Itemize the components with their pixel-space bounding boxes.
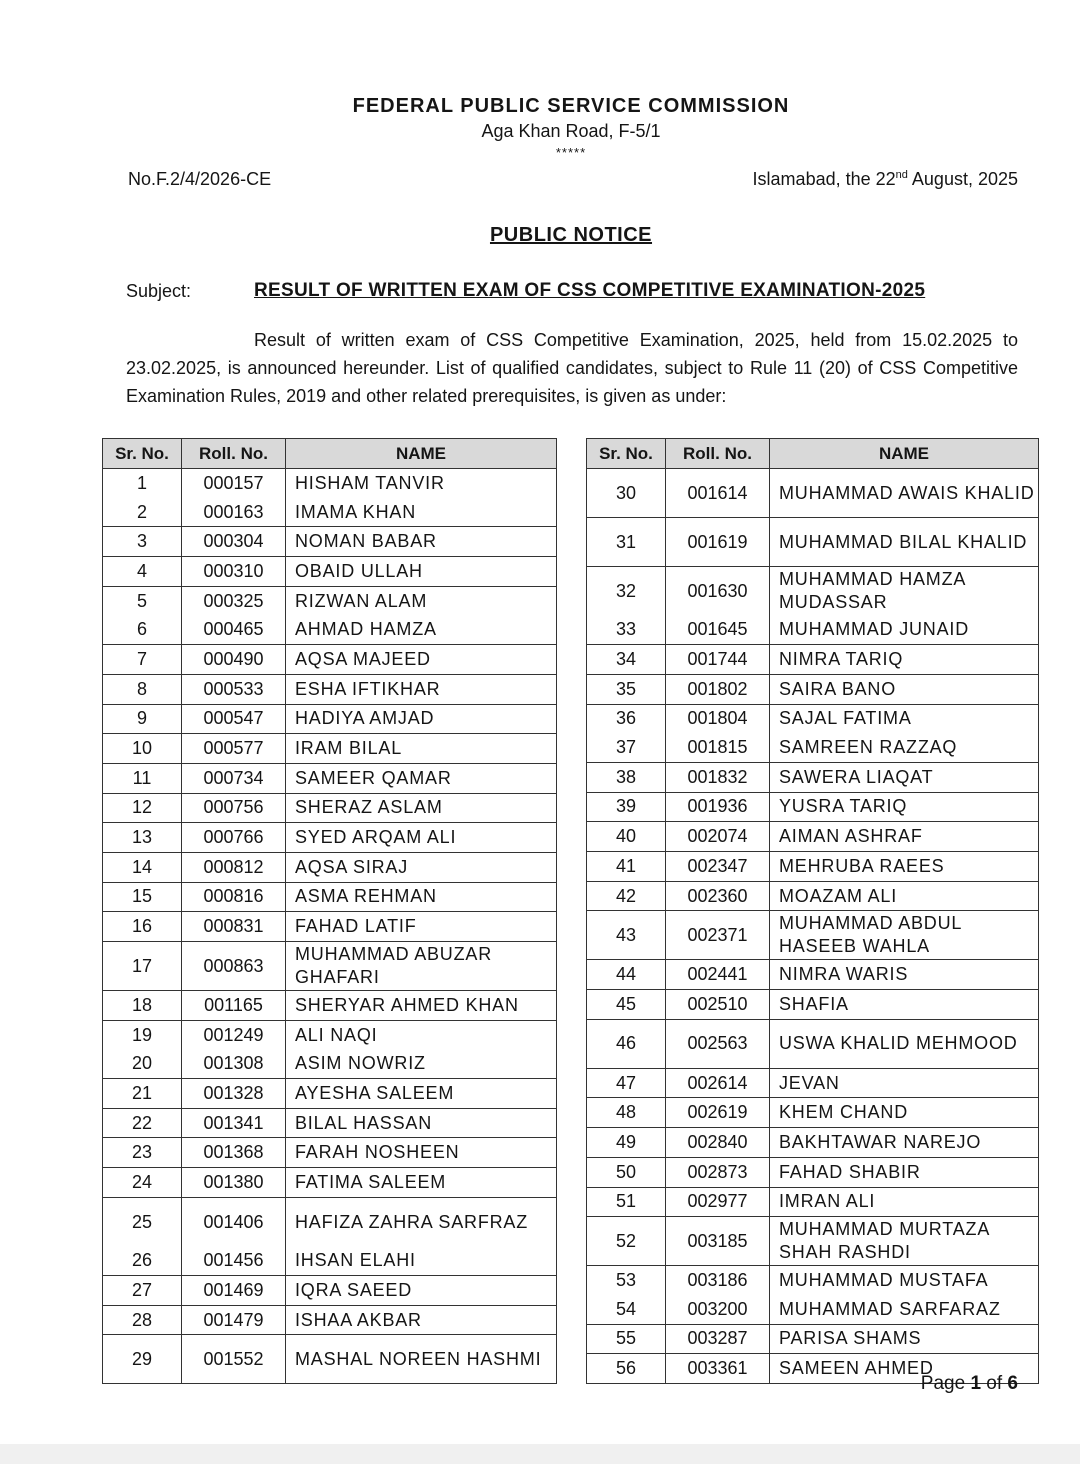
table-row bbox=[587, 1098, 1039, 1128]
table-row bbox=[103, 1335, 557, 1384]
table-row bbox=[587, 1266, 1039, 1295]
cell-sr-no: 45 bbox=[587, 990, 666, 1020]
cell-name: FAHAD SHABIR bbox=[770, 1157, 1039, 1187]
cell-name: USWA KHALID MEHMOOD bbox=[770, 1019, 1039, 1068]
cell-roll-no: 001936 bbox=[666, 792, 770, 822]
cell-name: IHSAN ELAHI bbox=[286, 1246, 557, 1275]
cell-sr-no: 18 bbox=[103, 991, 182, 1021]
table-row bbox=[103, 763, 557, 793]
cell-sr-no: 22 bbox=[103, 1108, 182, 1138]
cell-roll-no: 002563 bbox=[666, 1019, 770, 1068]
cell-sr-no: 48 bbox=[587, 1098, 666, 1128]
cell-sr-no: 2 bbox=[103, 498, 182, 527]
cell-roll-no: 002347 bbox=[666, 852, 770, 882]
cell-sr-no: 9 bbox=[103, 704, 182, 734]
cell-sr-no: 24 bbox=[103, 1168, 182, 1198]
table-header-row bbox=[103, 439, 557, 469]
cell-roll-no: 002873 bbox=[666, 1157, 770, 1187]
cell-roll-no: 000577 bbox=[182, 734, 286, 764]
cell-roll-no: 001832 bbox=[666, 762, 770, 792]
cell-name: ISHAA AKBAR bbox=[286, 1305, 557, 1335]
cell-sr-no: 10 bbox=[103, 734, 182, 764]
cell-sr-no: 11 bbox=[103, 763, 182, 793]
cell-roll-no: 001380 bbox=[182, 1168, 286, 1198]
cell-name: ESHA IFTIKHAR bbox=[286, 674, 557, 704]
header-name: NAME bbox=[770, 439, 1039, 469]
cell-roll-no: 000734 bbox=[182, 763, 286, 793]
table-row bbox=[587, 792, 1039, 822]
cell-roll-no: 000756 bbox=[182, 793, 286, 823]
cell-sr-no: 54 bbox=[587, 1295, 666, 1324]
cell-sr-no: 49 bbox=[587, 1128, 666, 1158]
cell-roll-no: 000325 bbox=[182, 586, 286, 615]
table-row bbox=[103, 615, 557, 644]
cell-roll-no: 003200 bbox=[666, 1295, 770, 1324]
cell-name: ALI NAQI bbox=[286, 1020, 557, 1049]
cell-roll-no: 001645 bbox=[666, 616, 770, 645]
results-table-left bbox=[102, 438, 557, 1384]
table-row bbox=[587, 1157, 1039, 1187]
cell-sr-no: 55 bbox=[587, 1324, 666, 1354]
page-sep: of bbox=[981, 1373, 1008, 1394]
cell-roll-no: 002510 bbox=[666, 990, 770, 1020]
table-row bbox=[103, 793, 557, 823]
table-row bbox=[587, 960, 1039, 990]
cell-sr-no: 5 bbox=[103, 586, 182, 615]
cell-sr-no: 23 bbox=[103, 1138, 182, 1168]
table-row bbox=[587, 518, 1039, 567]
cell-sr-no: 39 bbox=[587, 792, 666, 822]
cell-name: HAFIZA ZAHRA SARFRAZ bbox=[286, 1197, 557, 1246]
page-total: 6 bbox=[1007, 1373, 1018, 1394]
cell-roll-no: 000157 bbox=[182, 469, 286, 498]
cell-roll-no: 003361 bbox=[666, 1354, 770, 1384]
header-roll-no: Roll. No. bbox=[666, 439, 770, 469]
cell-name: ASMA REHMAN bbox=[286, 882, 557, 912]
cell-name: MUHAMMAD MUSTAFA bbox=[770, 1266, 1039, 1295]
cell-name: AQSA SIRAJ bbox=[286, 852, 557, 882]
cell-name: SAJAL FATIMA bbox=[770, 704, 1039, 733]
cell-name: SHERAZ ASLAM bbox=[286, 793, 557, 823]
table-row bbox=[587, 1324, 1039, 1354]
notice-title: PUBLIC NOTICE bbox=[489, 224, 653, 246]
table-row bbox=[587, 1187, 1039, 1217]
cell-roll-no: 001479 bbox=[182, 1305, 286, 1335]
table-row bbox=[587, 1068, 1039, 1098]
cell-name: IMRAN ALI bbox=[770, 1187, 1039, 1217]
cell-roll-no: 002371 bbox=[666, 911, 770, 960]
cell-sr-no: 33 bbox=[587, 616, 666, 645]
cell-roll-no: 003186 bbox=[666, 1266, 770, 1295]
cell-name: AYESHA SALEEM bbox=[286, 1079, 557, 1109]
cell-sr-no: 14 bbox=[103, 852, 182, 882]
cell-sr-no: 41 bbox=[587, 852, 666, 882]
cell-roll-no: 002619 bbox=[666, 1098, 770, 1128]
cell-sr-no: 52 bbox=[587, 1217, 666, 1266]
table-row bbox=[587, 852, 1039, 882]
table-row bbox=[103, 942, 557, 991]
cell-name: RIZWAN ALAM bbox=[286, 586, 557, 615]
cell-sr-no: 56 bbox=[587, 1354, 666, 1384]
cell-name: MUHAMMAD HAMZA MUDASSAR bbox=[770, 567, 1039, 616]
cell-name: HISHAM TANVIR bbox=[286, 469, 557, 498]
cell-roll-no: 000816 bbox=[182, 882, 286, 912]
organization-address: Aga Khan Road, F-5/1 bbox=[481, 121, 661, 141]
cell-roll-no: 001614 bbox=[666, 469, 770, 518]
cell-sr-no: 28 bbox=[103, 1305, 182, 1335]
cell-roll-no: 000490 bbox=[182, 645, 286, 675]
cell-name: MUHAMMAD JUNAID bbox=[770, 616, 1039, 645]
cell-name: SAMEEN AHMED bbox=[770, 1354, 1039, 1384]
header-sr-no: Sr. No. bbox=[103, 439, 182, 469]
cell-roll-no: 000533 bbox=[182, 674, 286, 704]
cell-name: SAIRA BANO bbox=[770, 674, 1039, 704]
header-roll-no: Roll. No. bbox=[182, 439, 286, 469]
table-row bbox=[103, 1108, 557, 1138]
table-row bbox=[103, 912, 557, 942]
table-row bbox=[103, 527, 557, 557]
cell-sr-no: 20 bbox=[103, 1049, 182, 1078]
cell-sr-no: 37 bbox=[587, 733, 666, 762]
cell-name: IQRA SAEED bbox=[286, 1276, 557, 1306]
cell-sr-no: 35 bbox=[587, 674, 666, 704]
cell-name: MUHAMMAD AWAIS KHALID bbox=[770, 469, 1039, 518]
cell-name: SAMEER QAMAR bbox=[286, 763, 557, 793]
cell-sr-no: 27 bbox=[103, 1276, 182, 1306]
cell-sr-no: 32 bbox=[587, 567, 666, 616]
page-indicator bbox=[921, 1373, 1018, 1395]
cell-sr-no: 47 bbox=[587, 1068, 666, 1098]
cell-roll-no: 001630 bbox=[666, 567, 770, 616]
date-suffix: August, 2025 bbox=[907, 169, 1018, 189]
cell-roll-no: 001406 bbox=[182, 1197, 286, 1246]
cell-roll-no: 002360 bbox=[666, 881, 770, 911]
cell-name: JEVAN bbox=[770, 1068, 1039, 1098]
cell-name: MUHAMMAD SARFARAZ bbox=[770, 1295, 1039, 1324]
cell-name: IRAM BILAL bbox=[286, 734, 557, 764]
cell-sr-no: 38 bbox=[587, 762, 666, 792]
date-ordinal: nd bbox=[895, 169, 908, 181]
cell-name: FATIMA SALEEM bbox=[286, 1168, 557, 1198]
cell-roll-no: 000304 bbox=[182, 527, 286, 557]
cell-name: MASHAL NOREEN HASHMI bbox=[286, 1335, 557, 1384]
table-row bbox=[103, 1197, 557, 1246]
cell-name: MEHRUBA RAEES bbox=[770, 852, 1039, 882]
table-row bbox=[103, 991, 557, 1021]
cell-roll-no: 000547 bbox=[182, 704, 286, 734]
cell-name: MUHAMMAD MURTAZA SHAH RASHDI bbox=[770, 1217, 1039, 1266]
table-row bbox=[103, 469, 557, 498]
cell-roll-no: 001469 bbox=[182, 1276, 286, 1306]
table-row bbox=[587, 733, 1039, 762]
cell-sr-no: 44 bbox=[587, 960, 666, 990]
cell-roll-no: 000310 bbox=[182, 557, 286, 587]
table-row bbox=[103, 1168, 557, 1198]
cell-sr-no: 25 bbox=[103, 1197, 182, 1246]
cell-roll-no: 002614 bbox=[666, 1068, 770, 1098]
cell-sr-no: 51 bbox=[587, 1187, 666, 1217]
table-row bbox=[103, 1049, 557, 1078]
subject-text: RESULT OF WRITTEN EXAM OF CSS COMPETITIVE EXAMINATION-2025 bbox=[254, 280, 926, 301]
cell-sr-no: 3 bbox=[103, 527, 182, 557]
cell-sr-no: 12 bbox=[103, 793, 182, 823]
table-row bbox=[587, 1128, 1039, 1158]
table-row bbox=[587, 990, 1039, 1020]
cell-sr-no: 1 bbox=[103, 469, 182, 498]
cell-roll-no: 001552 bbox=[182, 1335, 286, 1384]
viewer-bottom-bar bbox=[0, 1444, 1080, 1464]
cell-roll-no: 002977 bbox=[666, 1187, 770, 1217]
cell-sr-no: 53 bbox=[587, 1266, 666, 1295]
cell-name: ASIM NOWRIZ bbox=[286, 1049, 557, 1078]
notice-paragraph: Result of written exam of CSS Competitive Examination, 2025, held from 15.02.2025 to 23.02.2025, is announced hereunder. List of qualified candidates, subject to Rule 11 (20) of CSS Competitive Examination Rules, 2019 and other related prerequisites, is given as under: bbox=[126, 330, 1018, 406]
table-row bbox=[587, 911, 1039, 960]
cell-roll-no: 000863 bbox=[182, 942, 286, 991]
cell-name: MUHAMMAD ABDUL HASEEB WAHLA bbox=[770, 911, 1039, 960]
header-sr-no: Sr. No. bbox=[587, 439, 666, 469]
cell-roll-no: 001815 bbox=[666, 733, 770, 762]
table-row bbox=[103, 1246, 557, 1275]
cell-sr-no: 30 bbox=[587, 469, 666, 518]
cell-roll-no: 001249 bbox=[182, 1020, 286, 1049]
table-row bbox=[103, 1079, 557, 1109]
cell-name: YUSRA TARIQ bbox=[770, 792, 1039, 822]
header-name: NAME bbox=[286, 439, 557, 469]
cell-name: KHEM CHAND bbox=[770, 1098, 1039, 1128]
cell-roll-no: 001328 bbox=[182, 1079, 286, 1109]
table-row bbox=[587, 1295, 1039, 1324]
cell-sr-no: 19 bbox=[103, 1020, 182, 1049]
cell-sr-no: 34 bbox=[587, 645, 666, 675]
table-row bbox=[587, 881, 1039, 911]
cell-name: PARISA SHAMS bbox=[770, 1324, 1039, 1354]
cell-sr-no: 43 bbox=[587, 911, 666, 960]
cell-name: MOAZAM ALI bbox=[770, 881, 1039, 911]
cell-name: NOMAN BABAR bbox=[286, 527, 557, 557]
cell-roll-no: 001456 bbox=[182, 1246, 286, 1275]
cell-roll-no: 001744 bbox=[666, 645, 770, 675]
table-row bbox=[587, 1019, 1039, 1068]
cell-name: OBAID ULLAH bbox=[286, 557, 557, 587]
cell-name: IMAMA KHAN bbox=[286, 498, 557, 527]
cell-sr-no: 42 bbox=[587, 881, 666, 911]
cell-roll-no: 000465 bbox=[182, 615, 286, 644]
table-header-row bbox=[587, 439, 1039, 469]
cell-name: SHAFIA bbox=[770, 990, 1039, 1020]
page-current: 1 bbox=[970, 1373, 982, 1394]
cell-roll-no: 000812 bbox=[182, 852, 286, 882]
cell-roll-no: 000766 bbox=[182, 823, 286, 853]
cell-roll-no: 001368 bbox=[182, 1138, 286, 1168]
table-row bbox=[587, 704, 1039, 733]
cell-roll-no: 001802 bbox=[666, 674, 770, 704]
cell-name: MUHAMMAD ABUZAR GHAFARI bbox=[286, 942, 557, 991]
table-row bbox=[103, 704, 557, 734]
cell-name: NIMRA WARIS bbox=[770, 960, 1039, 990]
table-row bbox=[103, 557, 557, 587]
cell-roll-no: 001804 bbox=[666, 704, 770, 733]
cell-name: SYED ARQAM ALI bbox=[286, 823, 557, 853]
cell-sr-no: 50 bbox=[587, 1157, 666, 1187]
table-row bbox=[103, 734, 557, 764]
cell-roll-no: 000831 bbox=[182, 912, 286, 942]
cell-sr-no: 13 bbox=[103, 823, 182, 853]
table-row bbox=[587, 645, 1039, 675]
cell-roll-no: 003287 bbox=[666, 1324, 770, 1354]
table-row bbox=[587, 1217, 1039, 1266]
date-prefix: Islamabad, the 22 bbox=[752, 169, 896, 189]
cell-roll-no: 000163 bbox=[182, 498, 286, 527]
cell-name: AIMAN ASHRAF bbox=[770, 822, 1039, 852]
cell-sr-no: 31 bbox=[587, 518, 666, 567]
cell-sr-no: 46 bbox=[587, 1019, 666, 1068]
table-row bbox=[587, 469, 1039, 518]
table-row bbox=[103, 882, 557, 912]
cell-name: BAKHTAWAR NAREJO bbox=[770, 1128, 1039, 1158]
cell-roll-no: 002074 bbox=[666, 822, 770, 852]
cell-sr-no: 17 bbox=[103, 942, 182, 991]
table-row bbox=[103, 1020, 557, 1049]
organization-name: FEDERAL PUBLIC SERVICE COMMISSION bbox=[352, 95, 790, 117]
table-row bbox=[103, 852, 557, 882]
cell-roll-no: 002441 bbox=[666, 960, 770, 990]
cell-name: SHERYAR AHMED KHAN bbox=[286, 991, 557, 1021]
table-row bbox=[587, 616, 1039, 645]
table-row bbox=[103, 1276, 557, 1306]
page-prefix: Page bbox=[920, 1373, 971, 1394]
table-row bbox=[587, 762, 1039, 792]
table-row bbox=[587, 567, 1039, 616]
cell-sr-no: 21 bbox=[103, 1079, 182, 1109]
cell-roll-no: 002840 bbox=[666, 1128, 770, 1158]
cell-roll-no: 001341 bbox=[182, 1108, 286, 1138]
cell-name: HADIYA AMJAD bbox=[286, 704, 557, 734]
table-row bbox=[587, 674, 1039, 704]
cell-name: MUHAMMAD BILAL KHALID bbox=[770, 518, 1039, 567]
results-table-right bbox=[586, 438, 1039, 1384]
subject-label: Subject: bbox=[126, 281, 192, 301]
cell-sr-no: 7 bbox=[103, 645, 182, 675]
reference-number: No.F.2/4/2026-CE bbox=[128, 169, 272, 189]
cell-sr-no: 15 bbox=[103, 882, 182, 912]
cell-sr-no: 40 bbox=[587, 822, 666, 852]
cell-name: NIMRA TARIQ bbox=[770, 645, 1039, 675]
table-row bbox=[103, 645, 557, 675]
cell-roll-no: 001308 bbox=[182, 1049, 286, 1078]
cell-sr-no: 29 bbox=[103, 1335, 182, 1384]
cell-name: FAHAD LATIF bbox=[286, 912, 557, 942]
table-row bbox=[103, 1138, 557, 1168]
cell-sr-no: 6 bbox=[103, 615, 182, 644]
table-row bbox=[103, 586, 557, 615]
table-row bbox=[103, 823, 557, 853]
separator-stars: ***** bbox=[555, 145, 587, 160]
table-row bbox=[103, 498, 557, 527]
cell-sr-no: 16 bbox=[103, 912, 182, 942]
cell-sr-no: 36 bbox=[587, 704, 666, 733]
cell-name: BILAL HASSAN bbox=[286, 1108, 557, 1138]
cell-sr-no: 8 bbox=[103, 674, 182, 704]
cell-name: AQSA MAJEED bbox=[286, 645, 557, 675]
table-row bbox=[587, 822, 1039, 852]
cell-roll-no: 003185 bbox=[666, 1217, 770, 1266]
table-row bbox=[103, 1305, 557, 1335]
cell-roll-no: 001165 bbox=[182, 991, 286, 1021]
cell-sr-no: 4 bbox=[103, 557, 182, 587]
cell-name: SAWERA LIAQAT bbox=[770, 762, 1039, 792]
cell-name: AHMAD HAMZA bbox=[286, 615, 557, 644]
table-row bbox=[103, 674, 557, 704]
cell-roll-no: 001619 bbox=[666, 518, 770, 567]
notice-date bbox=[753, 169, 1018, 190]
cell-name: SAMREEN RAZZAQ bbox=[770, 733, 1039, 762]
cell-sr-no: 26 bbox=[103, 1246, 182, 1275]
cell-name: FARAH NOSHEEN bbox=[286, 1138, 557, 1168]
